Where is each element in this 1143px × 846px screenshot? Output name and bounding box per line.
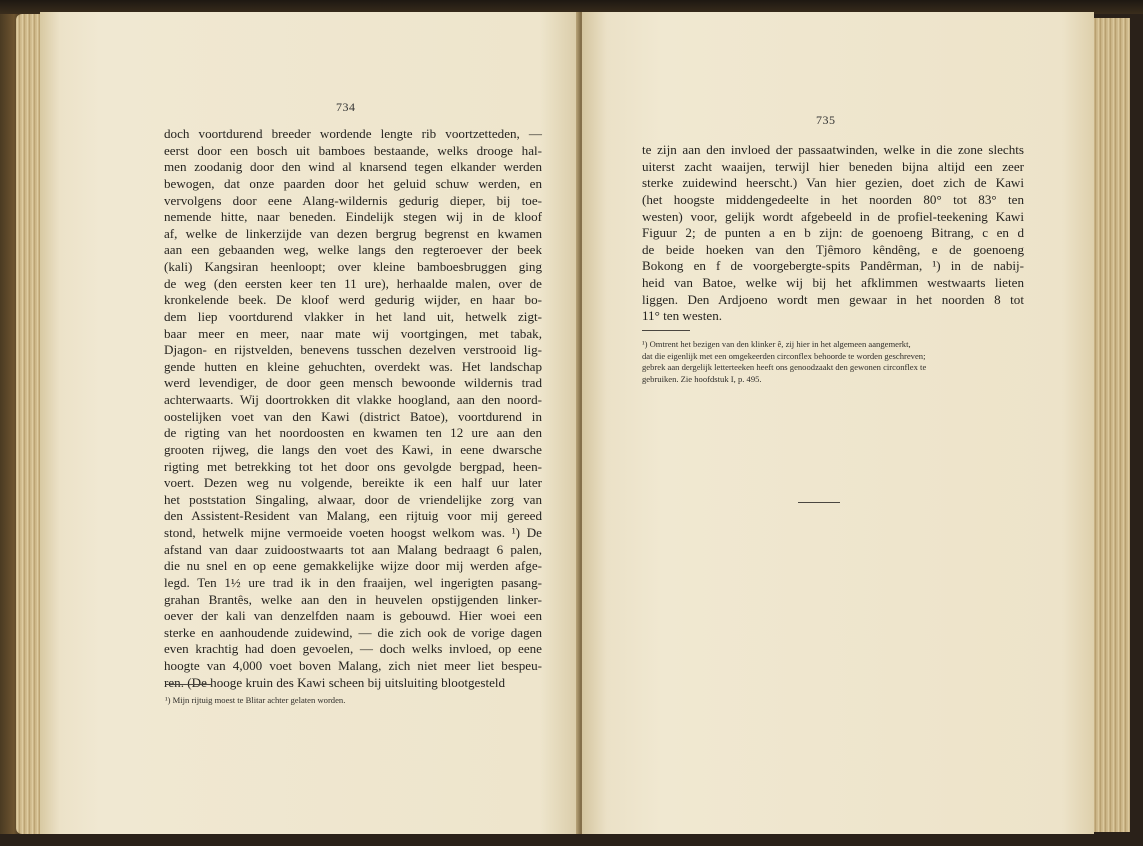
right-page bbox=[582, 12, 1094, 834]
left-page-body bbox=[164, 126, 542, 691]
left-footnote bbox=[165, 695, 545, 707]
text-line: hoogte van 4,000 voet boven Malang, zich niet meer liet bespeu- bbox=[164, 658, 542, 673]
text-line: kronkelende beek. De kloof werd gedurig wijder, en haar bo- bbox=[164, 292, 542, 308]
text-line: Figuur 2; de punten a en b zijn: de goenoeng Bitrang, c en d bbox=[642, 225, 1024, 241]
text-line: even krachtig had doen gevoelen, — doch welks invloed, op eene bbox=[164, 641, 542, 657]
text-line: stond, hetwelk mijne vermoeide voeten hoogst welkom was. ¹) De bbox=[164, 525, 542, 540]
text-line: baar meer en meer, naar mate wij voortgingen, met tabak, bbox=[164, 325, 542, 341]
text-line: voert. Dezen weg nu volgende, bereikte ik een half uur later bbox=[164, 475, 542, 491]
footnote-line: dat die eigenlijk met een omgekeerden circonflex behoorde te worden geschreven; bbox=[642, 350, 926, 361]
right-footnote bbox=[642, 339, 1022, 385]
text-line: de weg (den eersten keer ten 11 ure), herhaalde malen, over de bbox=[164, 275, 542, 291]
text-line: die nu snel en op eene gemakkelijke wijze door mij werden afge- bbox=[164, 558, 542, 574]
text-line: aan een gebaanden weg, welke langs den regteroever der beek bbox=[164, 242, 542, 258]
left-page-number: 734 bbox=[336, 100, 356, 114]
text-line: de rigting van het noordoosten en kwamen ten 12 ure aan den bbox=[164, 425, 542, 441]
left-footnote-rule bbox=[165, 684, 211, 685]
text-line: grahan Brantês, welke aan den in heuvelen opstijgenden linker- bbox=[164, 591, 542, 607]
text-line: achterwaarts. Wij doortrokken dit vlakke hoogland, aan den noord- bbox=[164, 392, 542, 407]
text-line: vervolgens door eene Alang-wildernis gedurig dieper, bij toe- bbox=[164, 192, 542, 208]
text-line: sterke en aanhoudende zuidewind, — die zich ook de vorige dagen bbox=[164, 624, 542, 640]
left-page-edges bbox=[16, 14, 42, 834]
text-line: eerst door een bosch uit bamboes bestaande, welks drooge hal- bbox=[164, 142, 542, 158]
text-line: het poststation Singaling, alwaar, door de vriendelijke zorg van bbox=[164, 491, 542, 507]
text-line: liggen. Den Ardjoeno wordt men gewaar in het noorden 8 tot bbox=[642, 291, 1024, 307]
bottom-shadow bbox=[0, 834, 1143, 846]
text-line: afstand van daar zuidoostwaarts tot aan Malang bedraagt 6 palen, bbox=[164, 541, 542, 557]
text-line: grooten rijweg, die langs den voet des Kawi, in eene dwarsche bbox=[164, 441, 542, 457]
text-line: westen) voor, gelijk wordt afgebeeld in de profiel-teekening Kawi bbox=[642, 208, 1024, 224]
text-line: te zijn aan den invloed der passaatwinden, welke in die zone slechts bbox=[642, 142, 1024, 157]
text-line: 11° ten westen. bbox=[642, 308, 723, 324]
right-page-edges bbox=[1092, 18, 1130, 832]
left-page bbox=[40, 12, 580, 834]
text-line: oostelijken voet van den Kawi (district Batoe), voortdurend in bbox=[164, 408, 542, 424]
text-line: heid van Batoe, welke wij bij het afklimmen westwaarts lieten bbox=[642, 275, 1024, 290]
text-line: gende hutten en kleine gehuchten, overdekt was. Het landschap bbox=[164, 358, 542, 374]
text-line: (kali) Kangsiran heenloopt; over kleine bamboesbruggen ging bbox=[164, 259, 542, 274]
text-line: oever der kali van denzelfden naam is gebouwd. Hier woei een bbox=[164, 608, 542, 624]
text-line: Djagon- en rijstvelden, benevens tusschen dezelven verstrooid lig- bbox=[164, 342, 542, 358]
text-line: werd levendiger, de door geen mensch bewoonde wildernis trad bbox=[164, 375, 542, 391]
text-line: uiterst zacht waaijen, terwijl hier beneden bijna altijd een zeer bbox=[642, 158, 1024, 174]
text-line: sterke zuidewind heerscht.) Van hier gezien, doet zich de Kawi bbox=[642, 175, 1024, 191]
text-line: (het hoogste middengedeelte in het noorden 80° tot 83° ten bbox=[642, 191, 1024, 207]
text-line: den Assistent-Resident van Malang, een rijtuig voor mij gereed bbox=[164, 508, 542, 524]
text-line: de beide hoeken van den Tjêmoro kêndêng, e de goenoeng bbox=[642, 241, 1024, 257]
text-line: Bokong en f de voorgebergte-spits Pandêrman, ¹) in de nabij- bbox=[642, 258, 1024, 274]
left-footnote-text: ¹) Mijn rijtuig moest te Blitar achter gelaten worden. bbox=[165, 695, 346, 705]
text-line: dem liep voortdurend vlakker in het land uit, hetwelk zigt- bbox=[164, 308, 542, 324]
text-line: af, welke de linkerzijde van dezen bergrug begrenst en kwamen bbox=[164, 225, 542, 241]
footnote-line: gebruiken. Zie hoofdstuk I, p. 495. bbox=[642, 373, 762, 384]
text-line: bewogen, dat onze paarden door het geluid schuw werden, en bbox=[164, 175, 542, 191]
text-line: nemende hitte, naar beneden. Eindelijk stegen wij in de kloof bbox=[164, 209, 542, 225]
text-line: men zoodanig door den wind al knarsend tegen elkander werden bbox=[164, 159, 542, 175]
footnote-line: ¹) Omtrent het bezigen van den klinker ê, zij hier in het algemeen aangemerkt, bbox=[642, 339, 911, 349]
text-line: rigting met betrekking tot het door ons gevolgde bergpad, heen- bbox=[164, 458, 542, 474]
footnote-line: gebrek aan dergelijk letterteeken heeft ons genoodzaakt den gewonen circonflex te bbox=[642, 362, 927, 372]
right-end-rule bbox=[798, 502, 840, 503]
text-line: doch voortdurend breeder wordende lengte rib voortzetteden, — bbox=[164, 126, 542, 141]
right-footnote-rule bbox=[642, 330, 690, 331]
right-page-number: 735 bbox=[816, 113, 836, 127]
text-line: ren. (De hooge kruin des Kawi scheen bij uitsluiting blootgesteld bbox=[164, 674, 506, 690]
text-line: legd. Ten 1½ ure trad ik in den fraaijen, wel ingerigten pasang- bbox=[164, 574, 542, 590]
right-page-body bbox=[642, 142, 1024, 325]
